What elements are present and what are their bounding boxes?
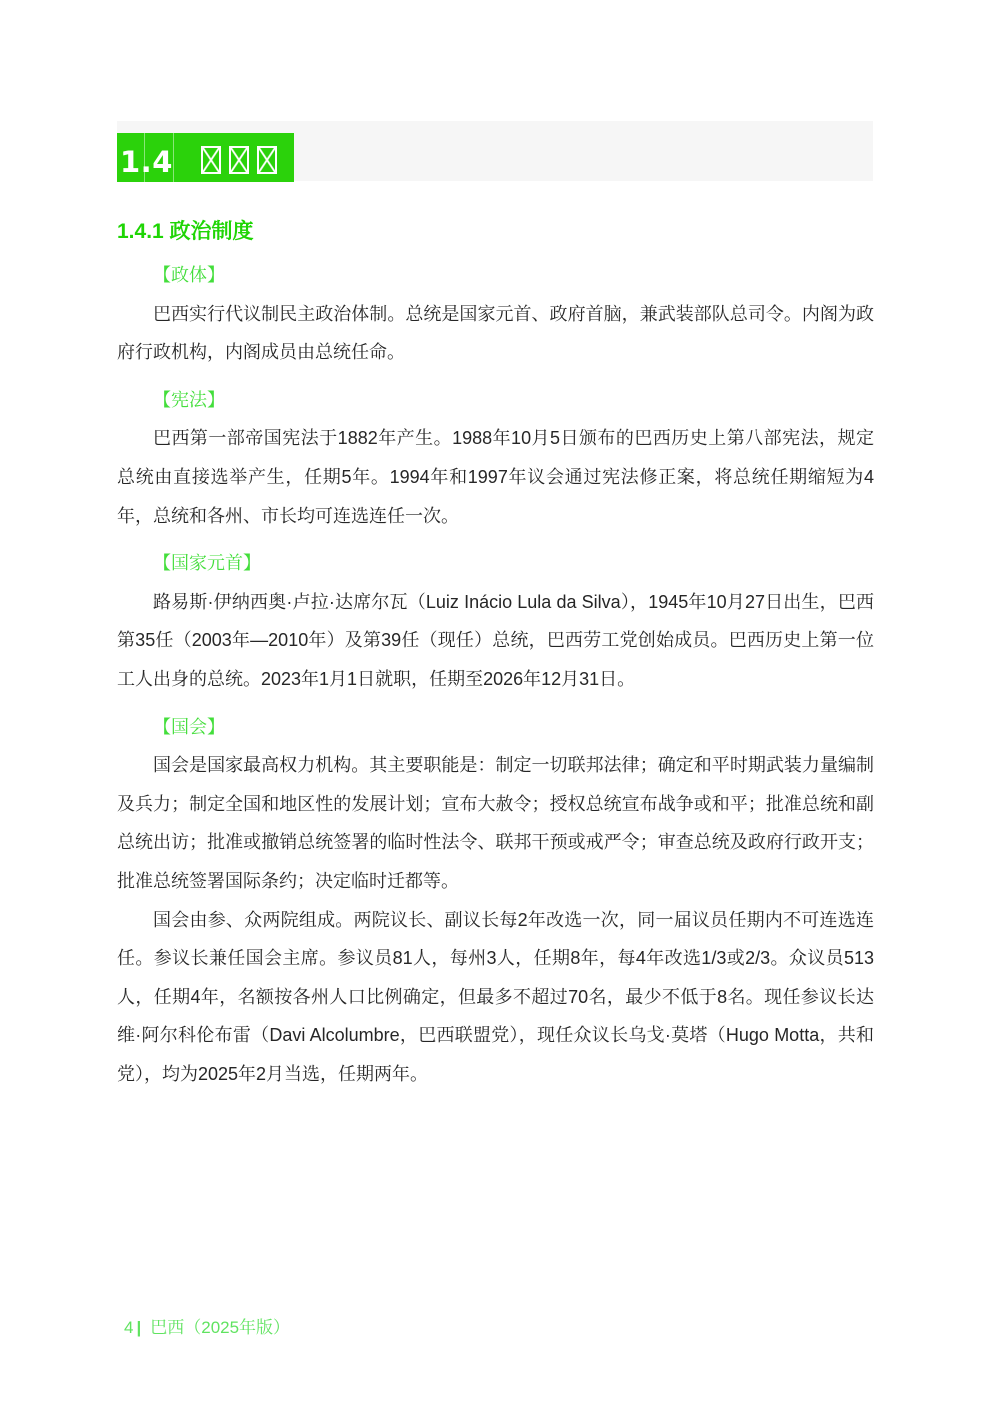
missing-title-glyphs	[201, 146, 277, 174]
footer-separator: |	[136, 1318, 142, 1337]
subsection-title: 1.4.1 政治制度	[117, 220, 254, 243]
section-number: 1.4	[120, 145, 173, 179]
body-paragraph: 国会是国家最高权力机构。其主要职能是：制定一切联邦法律；确定和平时期武装力量编制及兵力；制定全国和地区性的发展计划；宣布大赦令；授权总统宣布战争或和平；批准总统和副总统出访；批准或撤销总统签署的临时性法令、联邦干预或戒严令；审查总统及政府行政开支；批准总统签署国际条约；决定临时迁都等。	[117, 755, 874, 891]
section-header-band	[117, 121, 873, 181]
footer-title: 巴西（2025年版）	[150, 1318, 291, 1337]
section-polity	[117, 256, 874, 372]
missing-glyph-box-icon	[257, 146, 277, 174]
topic-label: 【国会】	[153, 716, 225, 737]
document-body	[117, 256, 874, 1093]
header-divider	[173, 133, 174, 182]
section-head-of-state	[117, 544, 874, 698]
page-footer	[124, 1316, 290, 1340]
section-header-block	[117, 133, 294, 182]
missing-glyph-box-icon	[201, 146, 221, 174]
topic-label: 【宪法】	[153, 389, 225, 410]
body-paragraph: 巴西第一部帝国宪法于1882年产生。1988年10月5日颁布的巴西历史上第八部宪法，规定总统由直接选举产生，任期5年。1994年和1997年议会通过宪法修正案，将总统任期缩短为4年，总统和各州、市长均可连选连任一次。	[117, 428, 874, 526]
body-paragraph: 国会由参、众两院组成。两院议长、副议长每2年改选一次，同一届议员任期内不可连选连任。参议长兼任国会主席。参议员81人，每州3人，任期8年，每4年改选1/3或2/3。众议员513人，任期4年，名额按各州人口比例确定，但最多不超过70名，最少不低于8名。现任参议长达维·阿尔科伦布雷（Davi Alcolumbre，巴西联盟党），现任众议长乌戈·莫塔（Hugo Motta，共和党），均为2025年2月当选，任期两年。	[117, 909, 874, 1084]
topic-label: 【国家元首】	[153, 553, 261, 574]
section-constitution	[117, 381, 874, 535]
topic-label: 【政体】	[153, 265, 225, 285]
body-paragraph: 路易斯·伊纳西奥·卢拉·达席尔瓦（Luiz Inácio Lula da Silva），1945年10月27日出生，巴西第35任（2003年—2010年）及第39任（现任）总统，巴西劳工党创始成员。巴西历史上第一位工人出身的总统。2023年1月1日就职，任期至2026年12月31日。	[117, 591, 874, 689]
section-congress	[117, 708, 874, 1094]
body-paragraph: 巴西实行代议制民主政治体制。总统是国家元首、政府首脑，兼武装部队总司令。内阁为政府行政机构，内阁成员由总统任命。	[117, 303, 874, 363]
header-divider	[144, 133, 145, 182]
missing-glyph-box-icon	[229, 146, 249, 174]
page-number: 4	[124, 1318, 134, 1337]
